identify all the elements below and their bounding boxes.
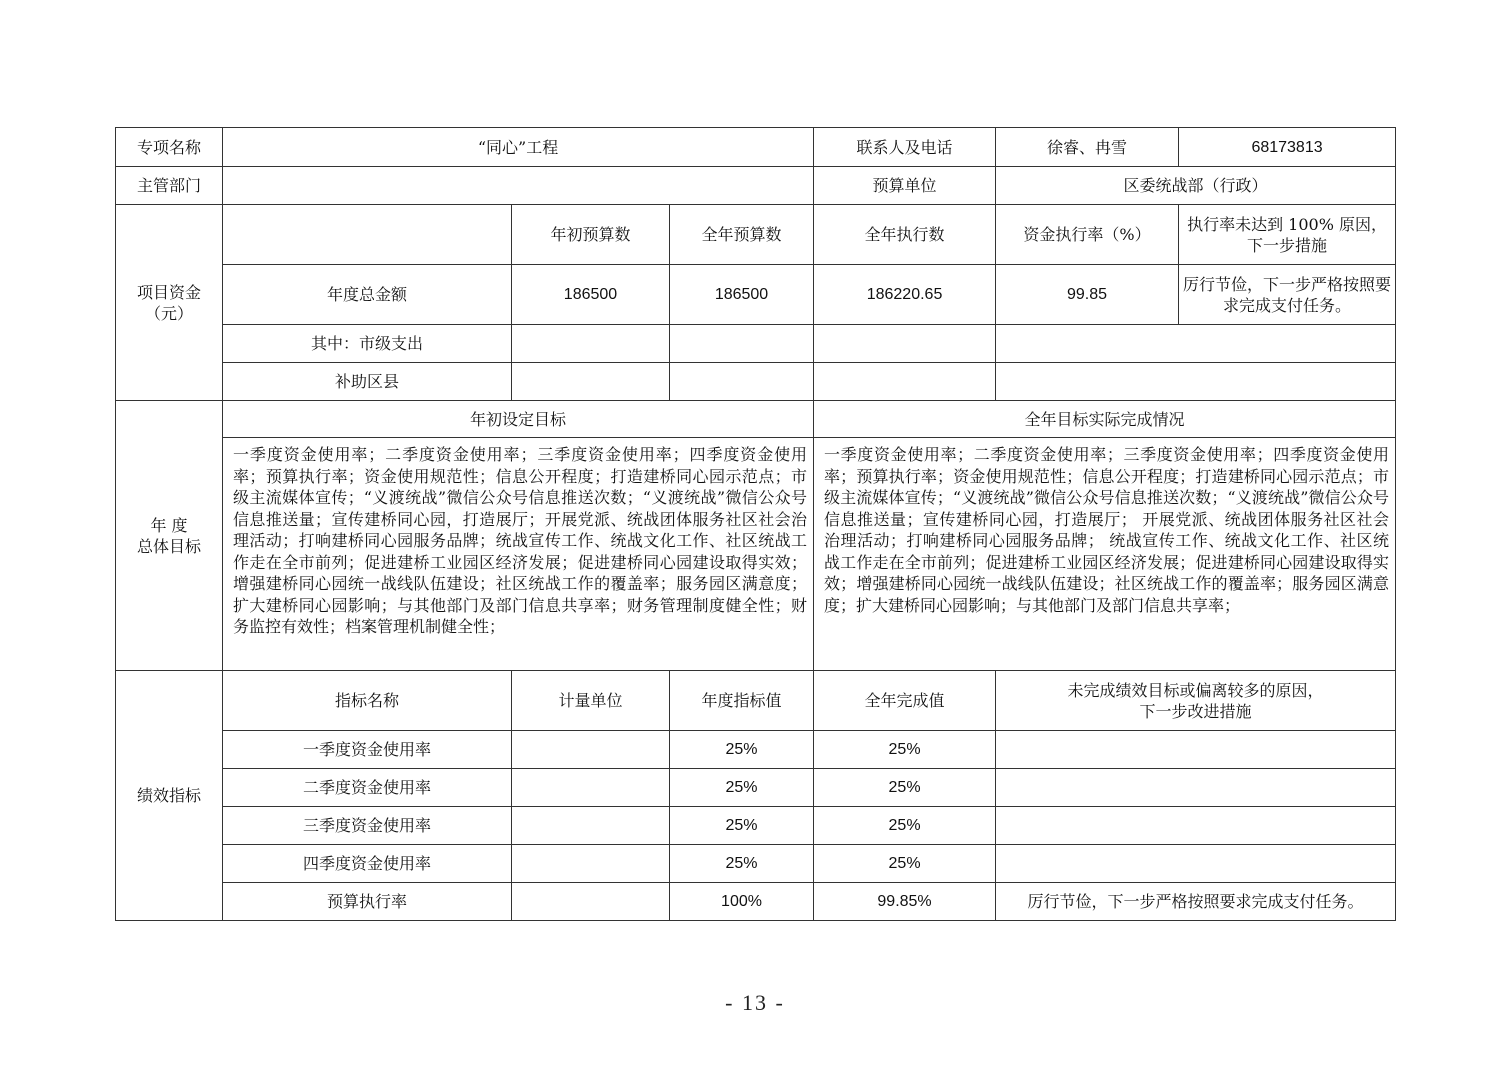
col-full-exec: 全年执行数 xyxy=(814,205,996,265)
dept-label: 主管部门 xyxy=(116,167,223,205)
perf-name: 三季度资金使用率 xyxy=(223,807,512,845)
funds-reason: 厉行节俭，下一步严格按照要求完成支付任务。 xyxy=(1179,265,1396,325)
funds-section-label xyxy=(116,205,223,401)
contact-phone: 68173813 xyxy=(1179,128,1396,167)
perf-row xyxy=(116,807,1396,845)
goals-body-row xyxy=(116,438,1396,671)
goals-section-text: 年 度 总体目标 xyxy=(136,515,201,556)
perf-col-name: 指标名称 xyxy=(223,671,512,731)
funds-rate-reason xyxy=(996,325,1396,363)
col-exec-rate: 资金执行率（%） xyxy=(996,205,1179,265)
goals-set-text: 一季度资金使用率；二季度资金使用率；三季度资金使用率；四季度资金使用率；预算执行率；资金使用规范性；信息公开程度；打造建桥同心园示范点；市级主流媒体宣传；“义渡统战”微信公众号信息推送次数；“义渡统战”微信公众号信息推送量；宣传建桥同心园，打造展厅；开展党派、统战团体服务社区社会治理活动；打响建桥同心园服务品牌；统战宣传工作、统战文化工作、社区统战工作走在全市前列；促进建桥工业园区经济发展；促进建桥同心园建设取得实效；增强建桥同心园统一战线队伍建设；社区统战工作的覆盖率；服务园区满意度；扩大建桥同心园影响；与其他部门及部门信息共享率；财务管理制度健全性；财务监控有效性；档案管理机制健全性； xyxy=(223,438,814,671)
row-department xyxy=(116,167,1396,205)
perf-reason xyxy=(996,845,1396,883)
perf-col-actual: 全年完成值 xyxy=(814,671,996,731)
perf-reason: 厉行节俭，下一步严格按照要求完成支付任务。 xyxy=(996,883,1396,921)
budget-unit-label: 预算单位 xyxy=(814,167,996,205)
funds-full xyxy=(670,363,814,401)
performance-table xyxy=(115,127,1396,921)
perf-row xyxy=(116,731,1396,769)
perf-col-reason-text: 未完成绩效目标或偏离较多的原因， 下一步改进措施 xyxy=(1067,680,1324,721)
funds-header-blank xyxy=(223,205,512,265)
perf-unit xyxy=(512,731,670,769)
perf-target: 100% xyxy=(670,883,814,921)
funds-full: 186500 xyxy=(670,265,814,325)
funds-initial: 186500 xyxy=(512,265,670,325)
funds-row-label: 其中：市级支出 xyxy=(223,325,512,363)
perf-name: 二季度资金使用率 xyxy=(223,769,512,807)
funds-exec xyxy=(814,363,996,401)
perf-header-row xyxy=(116,671,1396,731)
funds-row-label: 补助区县 xyxy=(223,363,512,401)
perf-col-reason xyxy=(996,671,1396,731)
funds-rate-reason xyxy=(996,363,1396,401)
funds-row-city xyxy=(116,325,1396,363)
funds-row-label: 年度总金额 xyxy=(223,265,512,325)
perf-row xyxy=(116,883,1396,921)
perf-col-unit: 计量单位 xyxy=(512,671,670,731)
perf-actual: 25% xyxy=(814,807,996,845)
perf-row xyxy=(116,845,1396,883)
perf-reason xyxy=(996,769,1396,807)
funds-full xyxy=(670,325,814,363)
goals-header-row xyxy=(116,401,1396,438)
goals-col-set: 年初设定目标 xyxy=(223,401,814,438)
perf-reason xyxy=(996,731,1396,769)
perf-actual: 25% xyxy=(814,769,996,807)
perf-row xyxy=(116,769,1396,807)
dept-value xyxy=(223,167,814,205)
perf-name: 一季度资金使用率 xyxy=(223,731,512,769)
col-exec-reason: 执行率未达到 100% 原因，下一步措施 xyxy=(1179,205,1396,265)
goals-done-text: 一季度资金使用率；二季度资金使用率；三季度资金使用率；四季度资金使用率；预算执行率；资金使用规范性；信息公开程度；打造建桥同心园示范点；市级主流媒体宣传；“义渡统战”微信公众号信息推送次数；“义渡统战”微信公众号信息推送量；宣传建桥同心园，打造展厅； 开展党派、统战团体服务社区社会治理活动；打响建桥同心园服务品牌； 统战宣传工作、统战文化工作、社区统战工作走在全市前列；促进建桥工业园区经济发展；促进建桥同心园建设取得实效；增强建桥同心园统一战线队伍建设；社区统战工作的覆盖率；服务园区满意度；扩大建桥同心园影响；与其他部门及部门信息共享率； xyxy=(814,438,1396,671)
col-initial-budget: 年初预算数 xyxy=(512,205,670,265)
perf-unit xyxy=(512,807,670,845)
perf-actual: 25% xyxy=(814,731,996,769)
perf-target: 25% xyxy=(670,731,814,769)
funds-exec: 186220.65 xyxy=(814,265,996,325)
goals-section-label xyxy=(116,401,223,671)
page-number: - 13 - xyxy=(725,990,785,1015)
perf-unit xyxy=(512,769,670,807)
perf-target: 25% xyxy=(670,769,814,807)
funds-row-total xyxy=(116,265,1396,325)
funds-initial xyxy=(512,363,670,401)
perf-actual: 25% xyxy=(814,845,996,883)
perf-target: 25% xyxy=(670,807,814,845)
goals-col-done: 全年目标实际完成情况 xyxy=(814,401,1396,438)
perf-reason xyxy=(996,807,1396,845)
project-name-label: 专项名称 xyxy=(116,128,223,167)
perf-unit xyxy=(512,845,670,883)
funds-rate: 99.85 xyxy=(996,265,1179,325)
row-project-name xyxy=(116,128,1396,167)
funds-initial xyxy=(512,325,670,363)
funds-exec xyxy=(814,325,996,363)
project-name-value: “同心”工程 xyxy=(223,128,814,167)
perf-unit xyxy=(512,883,670,921)
col-full-budget: 全年预算数 xyxy=(670,205,814,265)
perf-name: 四季度资金使用率 xyxy=(223,845,512,883)
contact-names: 徐睿、冉雪 xyxy=(996,128,1179,167)
perf-col-target: 年度指标值 xyxy=(670,671,814,731)
perf-actual: 99.85% xyxy=(814,883,996,921)
funds-row-district xyxy=(116,363,1396,401)
perf-name: 预算执行率 xyxy=(223,883,512,921)
budget-unit-value: 区委统战部（行政） xyxy=(996,167,1396,205)
funds-header-row xyxy=(116,205,1396,265)
perf-section-label: 绩效指标 xyxy=(116,671,223,921)
contact-label: 联系人及电话 xyxy=(814,128,996,167)
funds-section-text: 项目资金（元） xyxy=(136,282,201,323)
perf-target: 25% xyxy=(670,845,814,883)
